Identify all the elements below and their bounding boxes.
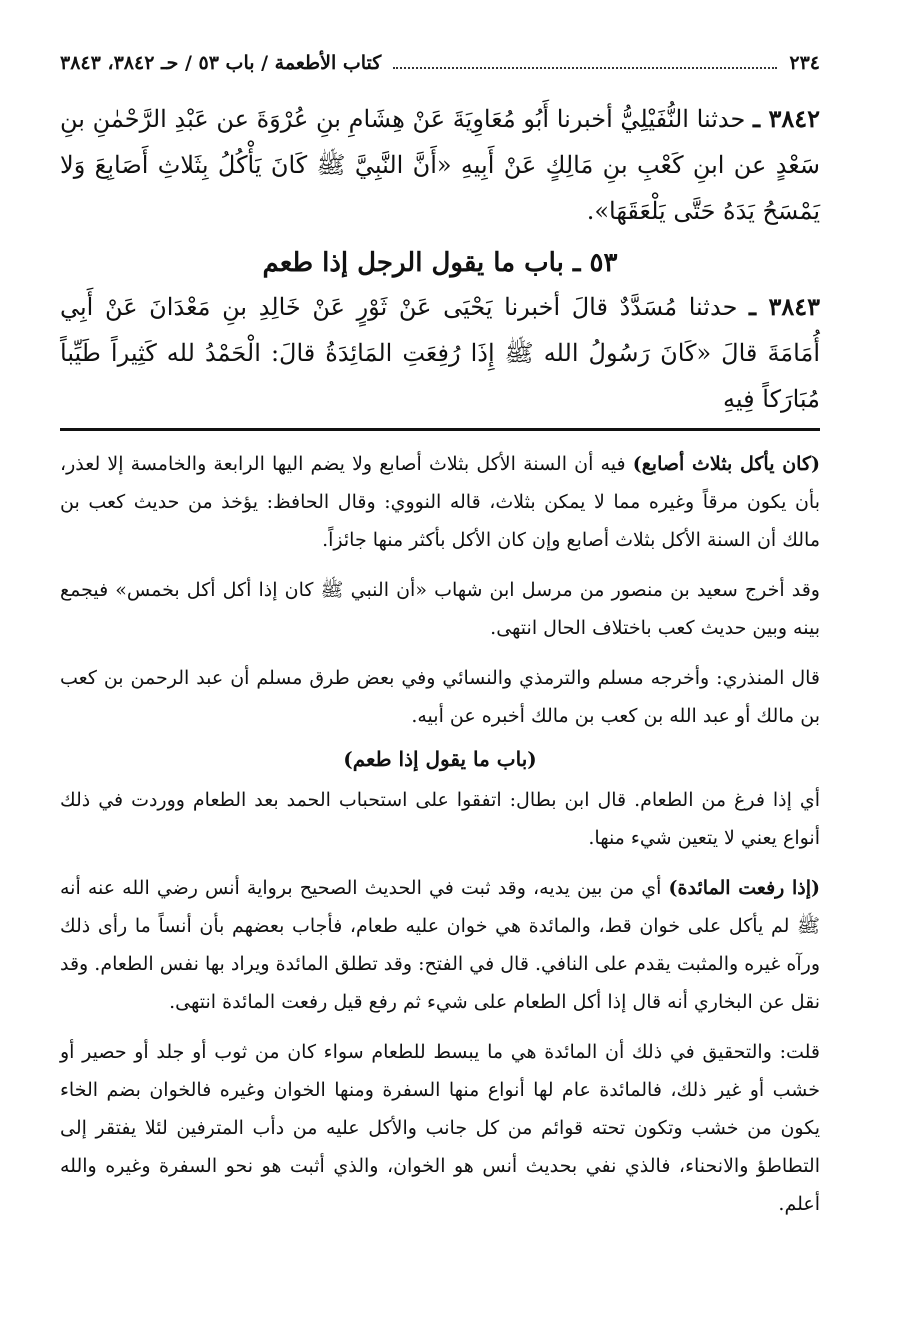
commentary-paragraph: قال المنذري: وأخرجه مسلم والترمذي والنسائي وفي بعض طرق مسلم أن عبد الرحمن بن كعب بن مالك أو عبد الله بن كعب بن مالك أخبره عن أبيه.: [60, 667, 820, 727]
commentary-text: فيه أن السنة الأكل بثلاث أصابع ولا يضم اليها الرابعة والخامسة إلا لعذر، بأن يكون مرقاً وغيره مما لا يمكن بثلاث، قاله النووي: وقال الحافظ: يؤخذ من حديث كعب بن مالك أن السنة الأكل بثلاث أصابع وإن كان الأكل بأكثر منها جائزاً.: [60, 453, 820, 551]
commentary-text: أي من بين يديه، وقد ثبت في الحديث الصحيح برواية أنس رضي الله عنه أنه ﷺ لم يأكل على خوان قط، والمائدة هي خوان عليه طعام، فأجاب بعضهم بأن أنساً ما رأى ذلك ورآه غيره والمثبت يقدم على النافي. قال في الفتح: وقد تطلق المائدة ويراد بها نفس الطعام. وقد نقل عن البخاري أنه قال إذا أكل الطعام على شيء ثم رفع قيل رفعت المائدة انتهى.: [60, 877, 820, 1013]
chapter-number: ٥٣ ـ: [572, 248, 618, 278]
chapter-bab: باب: [524, 248, 564, 278]
header-dot-leader: [393, 53, 777, 69]
hadith-number: ٣٨٤٣ ـ: [749, 292, 820, 321]
commentary-subheading: (باب ما يقول إذا طعم): [343, 747, 537, 771]
commentary-paragraph: [60, 869, 820, 1021]
hadith-3843: [60, 284, 820, 422]
hadith-number: ٣٨٤٢ ـ: [753, 104, 820, 133]
page-number: ٢٣٤: [789, 52, 820, 74]
chapter-heading: [60, 248, 820, 278]
commentary-lemma: (كان يأكل بثلاث أصابع): [632, 453, 820, 475]
commentary-paragraph: قلت: والتحقيق في ذلك أن المائدة هي ما يبسط للطعام سواء كان من ثوب أو جلد أو حصير أو خشب أو غير ذلك، فالمائدة عام لها أنواع منها السفرة ومنها الخوان وغيره فالخوان بضم الخاء يكون من خشب وتكون تحته قوائم من كل جانب والأكل عليه من دأب المترفين لئلا يفتقر إلى التطاطؤ والانحناء، فالذي نفي بحديث أنس هو الخوان، والذي أثبت هو نحو السفرة وغيره والله أعلم.: [60, 1041, 820, 1215]
hadith-text: حدثنا النُّفَيْلِيُّ أخبرنا أَبُو مُعَاوِيَةَ عَنْ هِشَامِ بنِ عُرْوَةَ عن عَبْدِ الرَّحْمٰنِ بنِ سَعْدٍ عن ابنِ كَعْبِ بنِ مَالِكٍ عَنْ أَبِيهِ «أَنَّ النَّبِيَّ ﷺ كَانَ يَأْكُلُ بِثَلاثِ أَصَابِعَ وَلا يَمْسَحُ يَدَهُ حَتَّى يَلْعَقَهَا».: [60, 105, 820, 225]
running-title: كتاب الأطعمة / باب ٥٣ / حـ ٣٨٤٢، ٣٨٤٣: [60, 52, 382, 74]
commentary-paragraph: [60, 445, 820, 559]
chapter-title: ما يقول الرجل إذا طعم: [262, 248, 516, 278]
footnote-divider: [60, 428, 820, 431]
hadith-text: حدثنا مُسَدَّدٌ قالَ أخبرنا يَحْيَى عَنْ ثَوْرٍ عَنْ خَالِدِ بنِ مَعْدَانَ عَنْ أَبِي أُمَامَةَ قالَ «كَانَ رَسُولُ الله ﷺ إِذَا رُفِعَتِ المَائِدَةُ قالَ: الْحَمْدُ لله كَثِيراً طَيِّباً مُبَارَكاً فِيهِ: [60, 293, 820, 413]
commentary-paragraph: أي إذا فرغ من الطعام. قال ابن بطال: اتفقوا على استحباب الحمد بعد الطعام ووردت في ذلك أنواع يعني لا يتعين شيء منها.: [60, 789, 820, 849]
hadith-3842: [60, 96, 820, 234]
commentary-paragraph: وقد أخرج سعيد بن منصور من مرسل ابن شهاب «أن النبي ﷺ كان إذا أكل أكل بخمس» فيجمع بينه وبين حديث كعب باختلاف الحال انتهى.: [60, 579, 820, 639]
book-page: [60, 52, 820, 1235]
page-header: [60, 52, 820, 86]
commentary-lemma: (إذا رفعت المائدة): [668, 877, 820, 899]
